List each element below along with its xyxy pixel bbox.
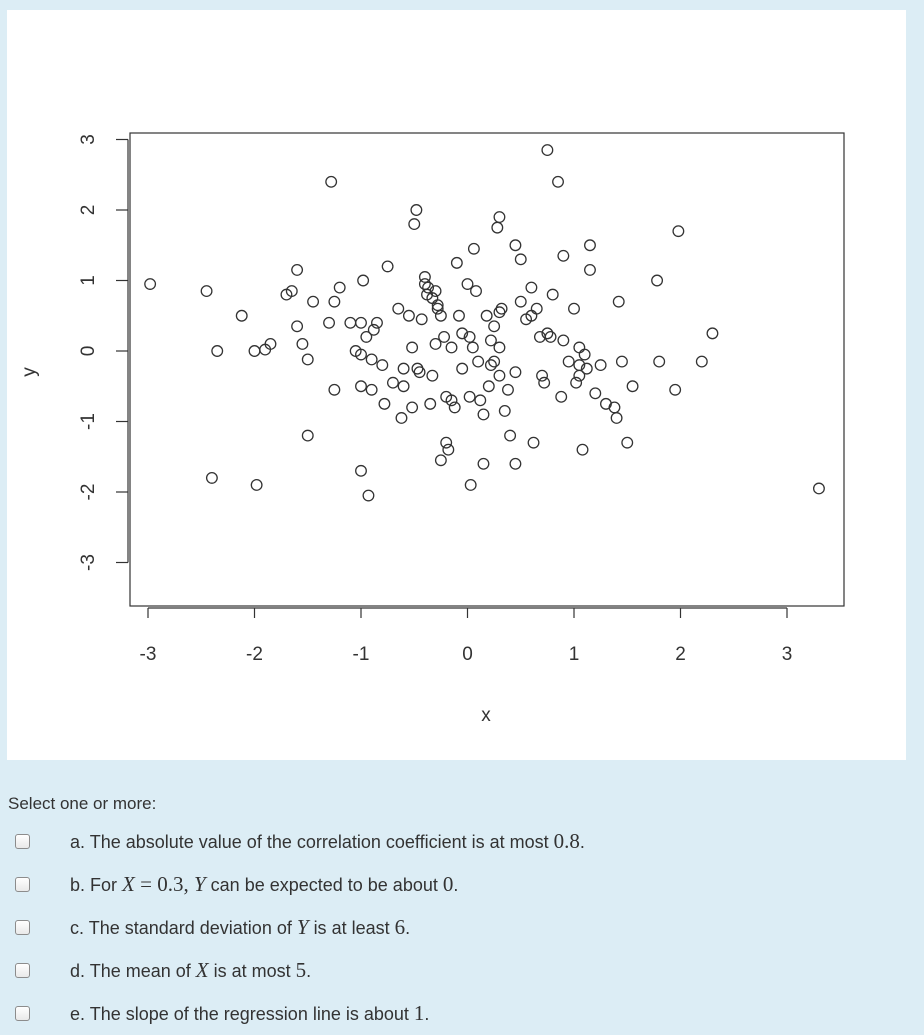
data-point xyxy=(377,360,388,371)
data-point xyxy=(407,402,418,413)
data-point xyxy=(542,145,553,156)
data-point xyxy=(510,459,521,470)
data-point xyxy=(563,356,574,367)
option-d-text: d. The mean of X is at most 5. xyxy=(70,958,312,982)
y-tick-label: 2 xyxy=(78,204,99,216)
data-point xyxy=(449,402,460,413)
answer-options xyxy=(0,820,924,1035)
data-point xyxy=(388,377,399,388)
data-point xyxy=(441,437,452,448)
data-point xyxy=(414,367,425,378)
data-point xyxy=(510,240,521,251)
data-point xyxy=(356,318,367,329)
data-point xyxy=(489,321,500,332)
data-point xyxy=(308,296,319,307)
data-point xyxy=(609,402,620,413)
option-a[interactable] xyxy=(0,820,924,863)
data-point xyxy=(494,370,505,381)
data-point xyxy=(469,243,480,254)
data-point xyxy=(407,342,418,353)
data-point xyxy=(379,399,390,410)
x-tick-label: 2 xyxy=(675,644,686,665)
data-point xyxy=(443,444,454,455)
y-tick-label: -2 xyxy=(78,483,99,501)
option-d-checkbox[interactable] xyxy=(15,963,30,978)
data-points xyxy=(145,145,824,501)
data-point xyxy=(425,399,436,410)
data-point xyxy=(382,261,393,272)
option-b[interactable] xyxy=(0,863,924,906)
data-point xyxy=(613,296,624,307)
data-point xyxy=(595,360,606,371)
data-point xyxy=(556,392,567,403)
option-c[interactable] xyxy=(0,906,924,949)
data-point xyxy=(574,342,585,353)
data-point xyxy=(366,384,377,395)
data-point xyxy=(707,328,718,339)
data-point xyxy=(457,363,468,374)
x-tick-label: 0 xyxy=(462,644,473,665)
option-a-checkbox[interactable] xyxy=(15,834,30,849)
data-point xyxy=(207,473,218,484)
data-point xyxy=(558,335,569,346)
data-point xyxy=(366,354,377,365)
data-point xyxy=(569,303,580,314)
x-axis-label: x xyxy=(481,705,491,726)
data-point xyxy=(436,310,447,321)
data-point xyxy=(468,342,479,353)
data-point xyxy=(398,381,409,392)
data-point xyxy=(673,226,684,237)
data-point xyxy=(356,466,367,477)
data-point xyxy=(484,381,495,392)
data-point xyxy=(372,318,383,329)
data-point xyxy=(670,384,681,395)
y-axis-label: y xyxy=(19,367,40,377)
data-point xyxy=(398,363,409,374)
data-point xyxy=(452,258,463,269)
data-point xyxy=(515,254,526,265)
data-point xyxy=(471,286,482,297)
data-point xyxy=(427,370,438,381)
data-point xyxy=(579,349,590,360)
data-point xyxy=(454,310,465,321)
scatter-plot xyxy=(7,10,906,760)
data-point xyxy=(356,381,367,392)
data-point xyxy=(492,222,503,233)
data-point xyxy=(396,413,407,424)
y-tick-label: 1 xyxy=(78,275,99,286)
data-point xyxy=(292,265,303,276)
option-b-checkbox[interactable] xyxy=(15,877,30,892)
figure-panel xyxy=(7,10,906,760)
data-point xyxy=(558,251,569,262)
data-point xyxy=(590,388,601,399)
data-point xyxy=(404,310,415,321)
data-point xyxy=(499,406,510,417)
x-tick-label: 1 xyxy=(568,644,580,665)
data-point xyxy=(446,342,457,353)
data-point xyxy=(526,282,537,293)
y-tick-label: -1 xyxy=(78,413,99,430)
option-c-text: c. The standard deviation of Y is at least 6. xyxy=(70,915,411,939)
data-point xyxy=(292,321,303,332)
data-point xyxy=(814,483,825,494)
data-point xyxy=(329,296,340,307)
data-point xyxy=(537,370,548,381)
data-point xyxy=(585,240,596,251)
data-point xyxy=(416,314,427,325)
data-point xyxy=(464,392,475,403)
x-tick-label: -1 xyxy=(352,644,370,665)
data-point xyxy=(212,346,223,357)
data-point xyxy=(697,356,708,367)
data-point xyxy=(539,377,550,388)
y-axis xyxy=(78,134,128,571)
y-tick-label: -3 xyxy=(78,554,99,571)
data-point xyxy=(515,296,526,307)
data-point xyxy=(358,275,369,286)
data-point xyxy=(494,212,505,223)
y-tick-label: 0 xyxy=(78,345,99,357)
data-point xyxy=(251,480,262,491)
data-point xyxy=(585,265,596,276)
data-point xyxy=(505,430,516,441)
data-point xyxy=(145,279,156,290)
data-point xyxy=(478,409,489,420)
data-point xyxy=(577,444,588,455)
data-point xyxy=(345,318,356,329)
option-d[interactable] xyxy=(0,949,924,992)
data-point xyxy=(302,430,313,441)
data-point xyxy=(503,384,514,395)
option-b-text: b. For X = 0.3, Y can be expected to be about 0. xyxy=(70,872,459,896)
data-point xyxy=(393,303,404,314)
option-e[interactable] xyxy=(0,992,924,1035)
data-point xyxy=(496,303,507,314)
option-e-checkbox[interactable] xyxy=(15,1006,30,1021)
data-point xyxy=(249,346,260,357)
data-point xyxy=(611,413,622,424)
data-point xyxy=(201,286,212,297)
x-tick-label: -2 xyxy=(246,644,263,665)
data-point xyxy=(324,318,335,329)
data-point xyxy=(363,490,374,501)
data-point xyxy=(553,177,564,188)
data-point xyxy=(326,177,337,188)
data-point xyxy=(627,381,638,392)
data-point xyxy=(236,310,247,321)
data-point xyxy=(475,395,486,406)
data-point xyxy=(571,377,582,388)
data-point xyxy=(654,356,665,367)
question-prompt: Select one or more: xyxy=(8,794,157,813)
option-c-checkbox[interactable] xyxy=(15,920,30,935)
data-point xyxy=(622,437,633,448)
data-point xyxy=(329,384,340,395)
data-point xyxy=(465,480,476,491)
data-point xyxy=(478,459,489,470)
data-point xyxy=(494,342,505,353)
data-point xyxy=(528,437,539,448)
option-e-text: e. The slope of the regression line is about 1. xyxy=(70,1001,430,1025)
data-point xyxy=(302,354,313,365)
data-point xyxy=(411,205,422,216)
x-tick-label: 3 xyxy=(781,644,793,665)
data-point xyxy=(531,303,542,314)
option-a-text: a. The absolute value of the correlation coefficient is at most 0.8. xyxy=(70,829,585,853)
data-point xyxy=(409,219,420,230)
y-tick-label: 3 xyxy=(78,134,99,145)
data-point xyxy=(481,310,492,321)
data-point xyxy=(334,282,345,293)
data-point xyxy=(652,275,663,286)
data-point xyxy=(510,367,521,378)
data-point xyxy=(547,289,558,300)
data-point xyxy=(617,356,628,367)
data-point xyxy=(473,356,484,367)
data-point xyxy=(297,339,308,350)
data-point xyxy=(368,325,379,336)
x-axis xyxy=(140,608,793,665)
x-tick-label: -3 xyxy=(139,644,157,665)
data-point xyxy=(439,332,450,343)
data-point xyxy=(436,455,447,466)
